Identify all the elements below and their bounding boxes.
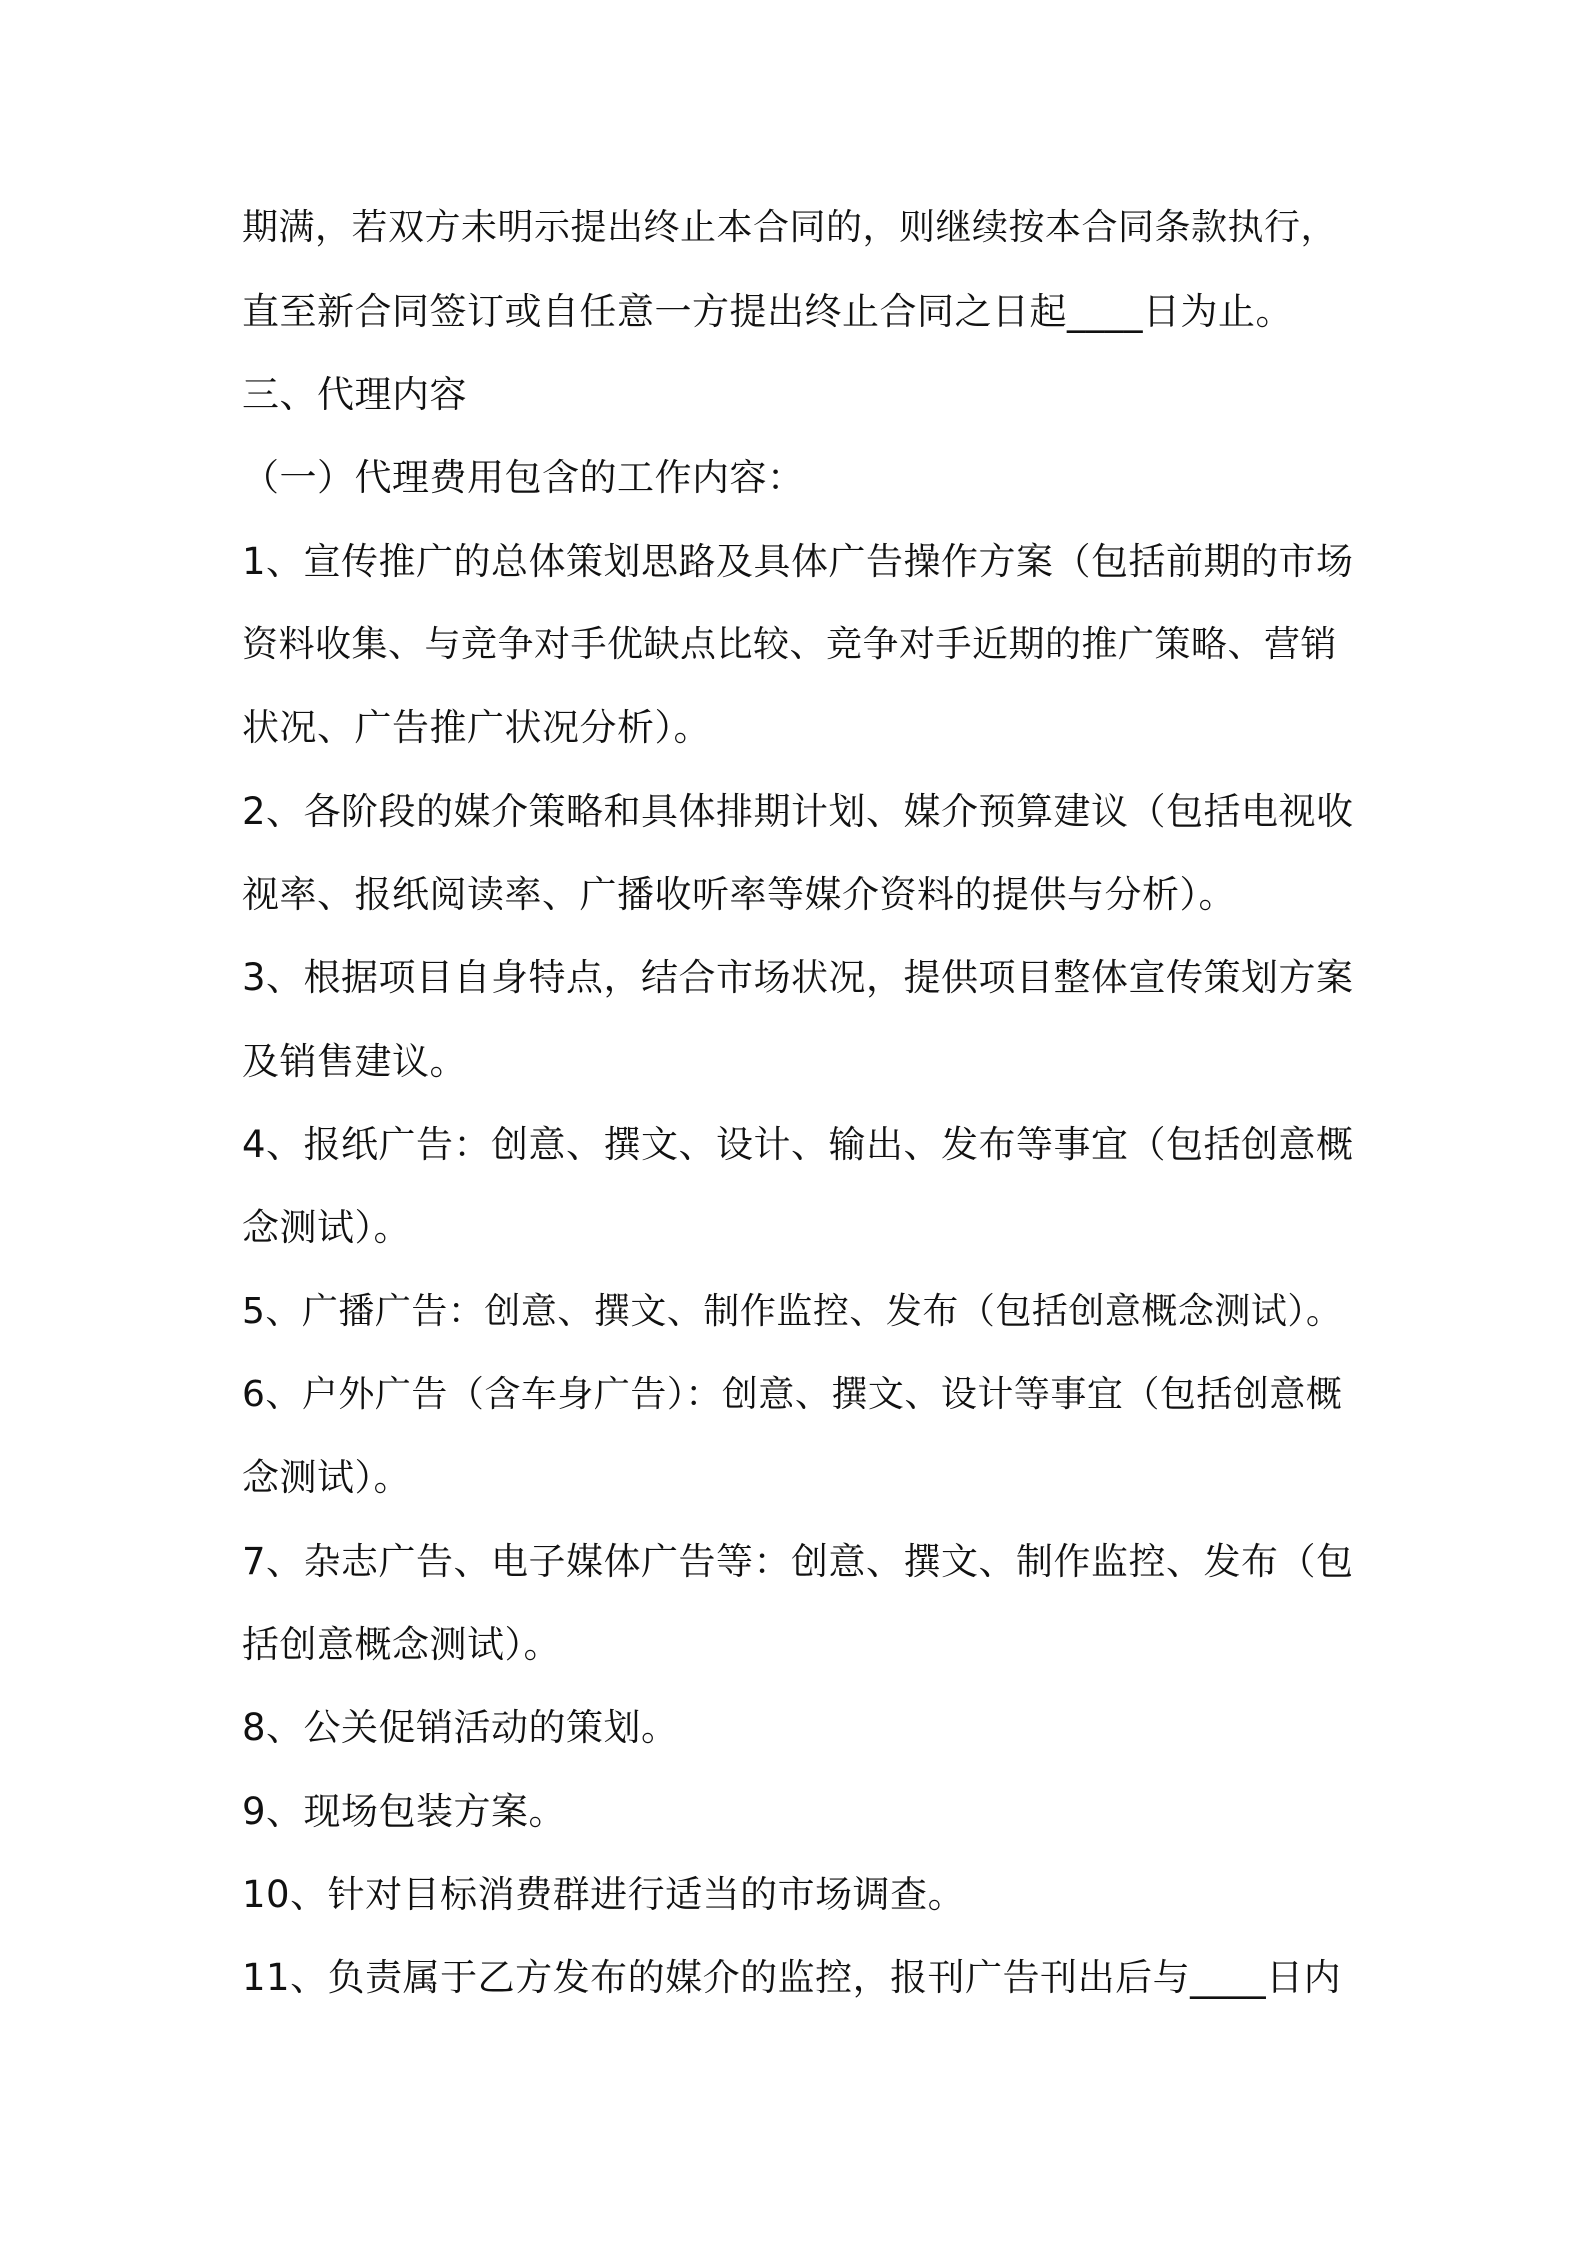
text-line: 2、各阶段的媒介策略和具体排期计划、媒介预算建议（包括电视收 [242,790,1354,833]
text-line: 10、针对目标消费群进行适当的市场调查。 [242,1873,966,1916]
text-line: 念测试）。 [242,1206,411,1249]
text-line: 视率、报纸阅读率、广播收听率等媒介资料的提供与分析）。 [242,873,1236,916]
text-line: 5、广播广告：创意、撰文、制作监控、发布（包括创意概念测试）。 [242,1291,1343,1332]
text-line: 7、杂志广告、电子媒体广告等：创意、撰文、制作监控、发布（包 [242,1540,1354,1583]
text-line: 括创意概念测试）。 [242,1623,561,1666]
text-line: 9、现场包装方案。 [242,1790,567,1833]
section-heading: 三、代理内容 [242,373,467,416]
text-line: 及销售建议。 [242,1040,467,1083]
text-line: 1、宣传推广的总体策划思路及具体广告操作方案（包括前期的市场 [242,540,1354,583]
text-line: 直至新合同签订或自任意一方提出终止合同之日起____日为止。 [242,290,1293,333]
text-line: 期满，若双方未明示提出终止本合同的，则继续按本合同条款执行， [242,207,1338,248]
text-line: 资料收集、与竞争对手优缺点比较、竞争对手近期的推广策略、营销 [242,624,1338,665]
text-line: 4、报纸广告：创意、撰文、设计、输出、发布等事宜（包括创意概 [242,1123,1354,1166]
text-line: 状况、广告推广状况分析）。 [242,706,711,749]
text-line: 3、根据项目自身特点，结合市场状况，提供项目整体宣传策划方案 [242,956,1354,999]
text-line: 念测试）。 [242,1456,411,1499]
text-line: 11、负责属于乙方发布的媒介的监控，报刊广告刊出后与____日内 [242,1956,1342,1999]
subsection-heading: （一）代理费用包含的工作内容： [242,456,805,499]
text-line: 6、户外广告（含车身广告）：创意、撰文、设计等事宜（包括创意概 [242,1374,1343,1415]
text-line: 8、公关促销活动的策划。 [242,1706,679,1749]
